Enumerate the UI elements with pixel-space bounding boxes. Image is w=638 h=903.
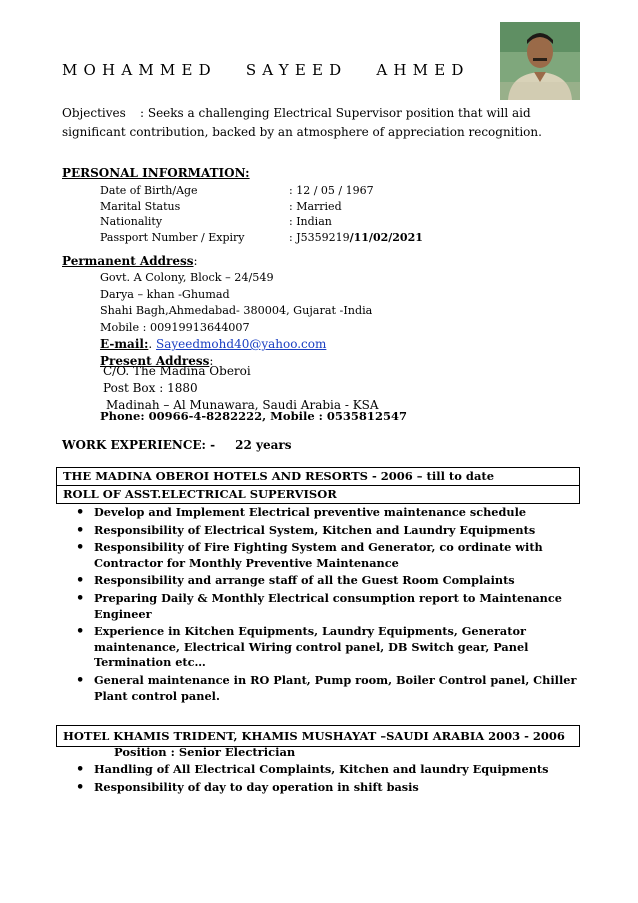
personal-info-heading: PERSONAL INFORMATION:: [62, 166, 250, 180]
candidate-name: MOHAMMED SAYEED AHMED: [62, 61, 470, 79]
present-address-line: Post Box : 1880: [103, 381, 198, 395]
job-1-header-box: [56, 467, 580, 504]
list-item: • Handling of All Electrical Complaints, Kitchen and laundry Equipments: [70, 762, 582, 778]
address-line: Govt. A Colony, Block – 24/549: [100, 271, 274, 284]
personal-row-nationality: [100, 214, 500, 230]
list-item: • Experience in Kitchen Equipments, Laundry Equipments, Generator maintenance, Electrical Wiring control panel, DB Switch gear, Panel Termination etc…: [70, 624, 582, 671]
work-experience-row: [62, 438, 291, 452]
nationality-value: : Indian: [289, 215, 332, 228]
email-line: [100, 336, 372, 353]
nationality-key: Nationality: [100, 215, 163, 228]
marital-key: Marital Status: [100, 199, 181, 213]
email-label: E-mail:: [100, 337, 149, 351]
objectives-text: : Seeks a challenging Electrical Supervisor position that will aid significant contribution, backed by an atmosphere of appreciation recognition.: [62, 106, 542, 139]
profile-photo: [500, 22, 580, 100]
job-1-role: ROLL OF ASST.ELECTRICAL SUPERVISOR: [57, 485, 579, 503]
present-address-line: C/O. The Madina Oberoi: [103, 364, 251, 378]
phone-line: Phone: 00966-4-8282222, Mobile : 0535812547: [100, 409, 407, 423]
email-link[interactable]: Sayeedmohd40@yahoo.com: [156, 337, 327, 351]
present-address-colon: :: [209, 353, 214, 368]
present-address: [103, 363, 379, 414]
objectives: [62, 104, 582, 142]
personal-row-passport: [100, 230, 500, 246]
list-item: • Develop and Implement Electrical preventive maintenance schedule: [70, 505, 582, 521]
permanent-address: [100, 270, 372, 369]
work-experience-heading: WORK EXPERIENCE: -: [62, 438, 216, 452]
list-item: • General maintenance in RO Plant, Pump room, Boiler Control panel, Chiller Plant control panel.: [70, 673, 582, 704]
personal-row-marital: [100, 199, 500, 215]
dob-key: Date of Birth/Age: [100, 184, 198, 197]
passport-key: Passport Number / Expiry: [100, 230, 245, 244]
objectives-label: Objectives: [62, 106, 126, 120]
dob-value: : 12 / 05 / 1967: [289, 184, 374, 197]
list-item: • Preparing Daily & Monthly Electrical consumption report to Maintenance Engineer: [70, 591, 582, 622]
passport-number: : J5359219: [289, 230, 350, 244]
list-item: • Responsibility of day to day operation in shift basis: [70, 780, 582, 796]
job-2-title: HOTEL KHAMIS TRIDENT, KHAMIS MUSHAYAT –SAUDI ARABIA 2003 - 2006: [63, 729, 565, 743]
marital-value: : Married: [289, 199, 342, 213]
address-line: Darya – khan -Ghumad: [100, 287, 230, 301]
job-1-title: THE MADINA OBEROI HOTELS AND RESORTS - 2006 – till to date: [63, 469, 495, 483]
personal-row-dob: [100, 183, 500, 199]
permanent-address-colon: :: [193, 254, 198, 268]
job-2-position: Position : Senior Electrician: [114, 745, 296, 759]
passport-expiry: /11/02/2021: [349, 230, 423, 244]
mobile-line: Mobile : 00919913644007: [100, 320, 250, 334]
address-line: Shahi Bagh,Ahmedabad- 380004, Gujarat -India: [100, 304, 373, 317]
personal-info-table: [100, 183, 500, 247]
work-experience-years: 22 years: [235, 438, 292, 452]
job-2-header-box: [56, 725, 580, 747]
passport-value: [289, 230, 423, 246]
list-item: • Responsibility of Electrical System, Kitchen and Laundry Equipments: [70, 523, 582, 539]
permanent-address-heading: Permanent Address: [62, 254, 194, 268]
email-separator: .: [148, 337, 157, 351]
present-address-line: Madinah – Al Munawara, Saudi Arabia - KSA: [106, 398, 379, 412]
present-address-heading: Present Address: [100, 353, 210, 368]
list-item: • Responsibility of Fire Fighting System and Generator, co ordinate with Contractor for Monthly Preventive Maintenance: [70, 540, 582, 571]
list-item: • Responsibility and arrange staff of all the Guest Room Complaints: [70, 573, 582, 589]
permanent-address-heading-row: [62, 254, 198, 268]
job-1-responsibilities: [70, 505, 582, 704]
job-2-responsibilities: [70, 762, 582, 795]
